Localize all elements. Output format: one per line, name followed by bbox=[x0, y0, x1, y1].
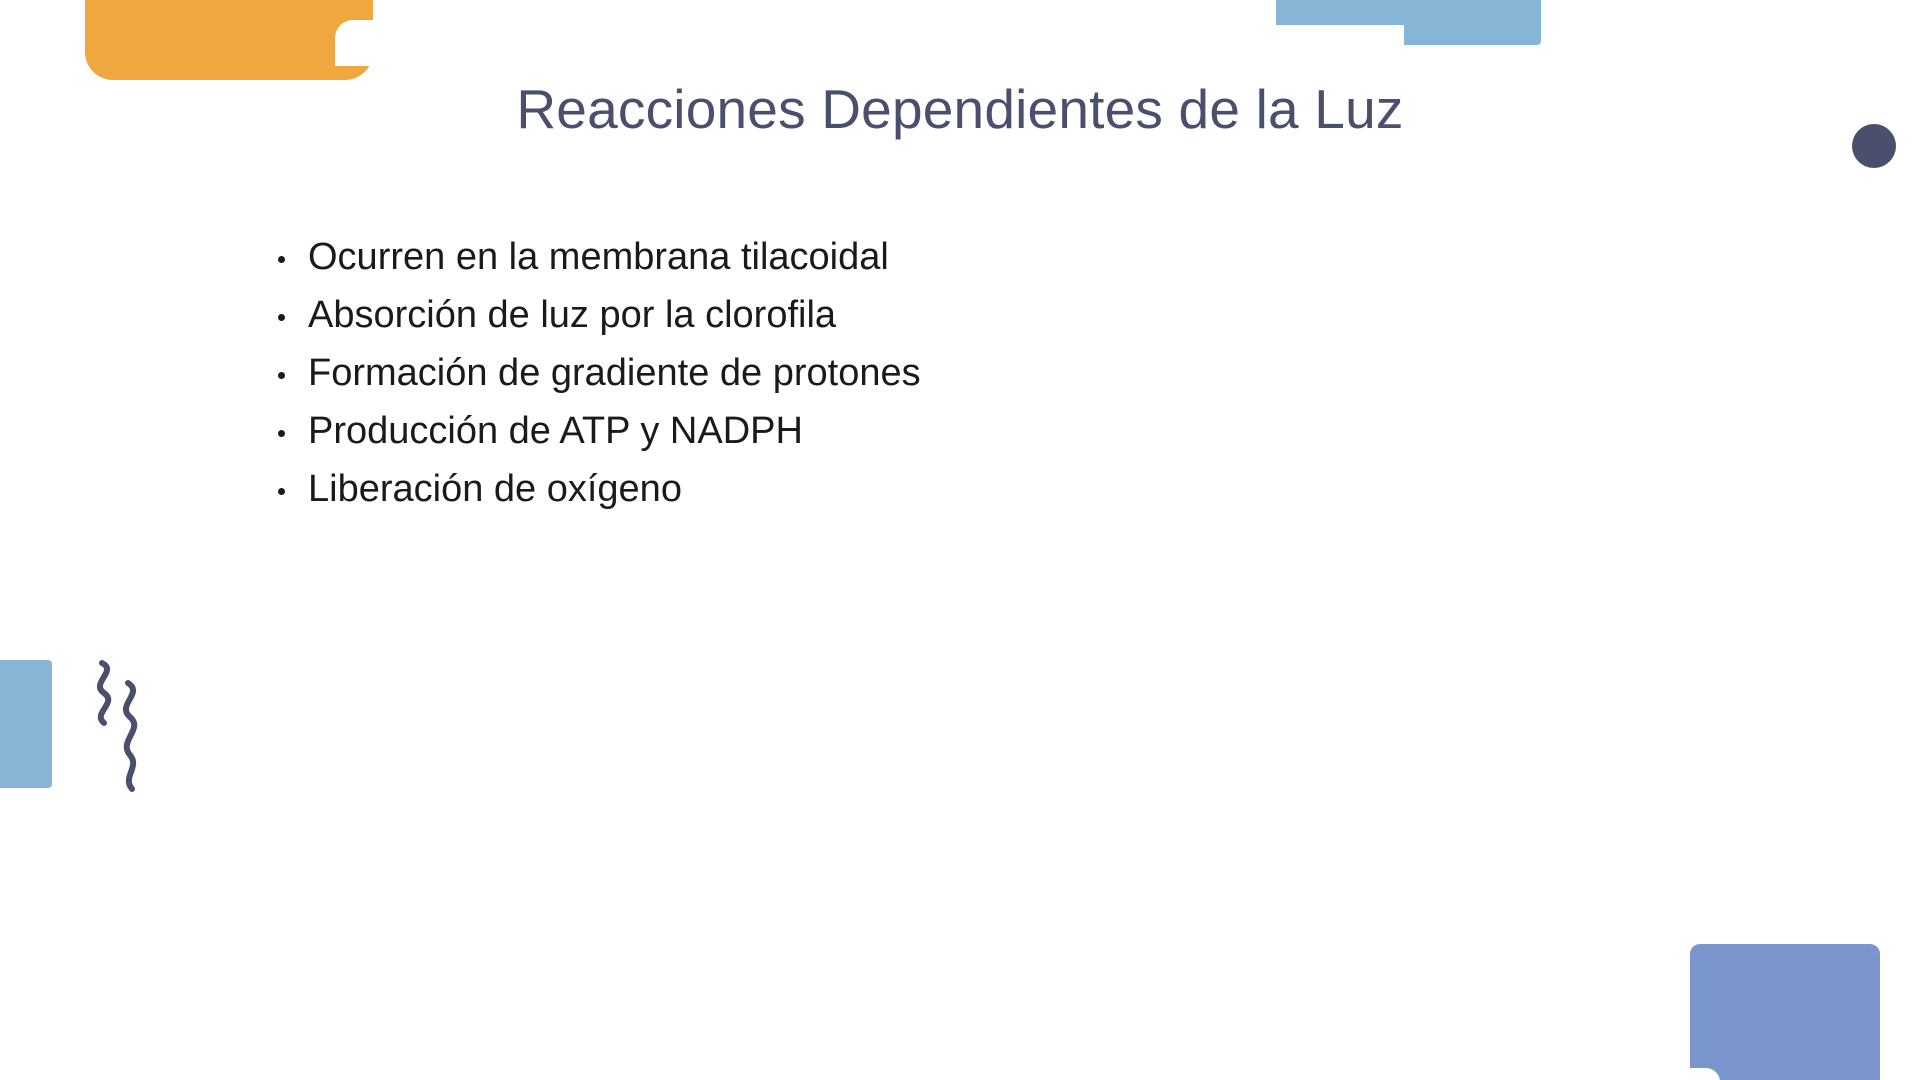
periwinkle-block-bottom-right-icon bbox=[1690, 944, 1880, 1080]
navy-dot-icon bbox=[1852, 124, 1896, 168]
list-item: Absorción de luz por la clorofila bbox=[272, 286, 1532, 344]
light-blue-block-top-right-icon bbox=[1276, 0, 1541, 45]
list-item: Producción de ATP y NADPH bbox=[272, 402, 1532, 460]
slide-title: Reacciones Dependientes de la Luz bbox=[516, 78, 1404, 140]
bullet-list bbox=[272, 228, 1532, 518]
light-blue-block-left-icon bbox=[0, 660, 52, 788]
list-item: Formación de gradiente de protones bbox=[272, 344, 1532, 402]
navy-squiggle-icon bbox=[88, 655, 158, 805]
list-item: Ocurren en la membrana tilacoidal bbox=[272, 228, 1532, 286]
orange-rounded-block-top-left-icon bbox=[85, 0, 373, 80]
list-item: Liberación de oxígeno bbox=[272, 460, 1532, 518]
